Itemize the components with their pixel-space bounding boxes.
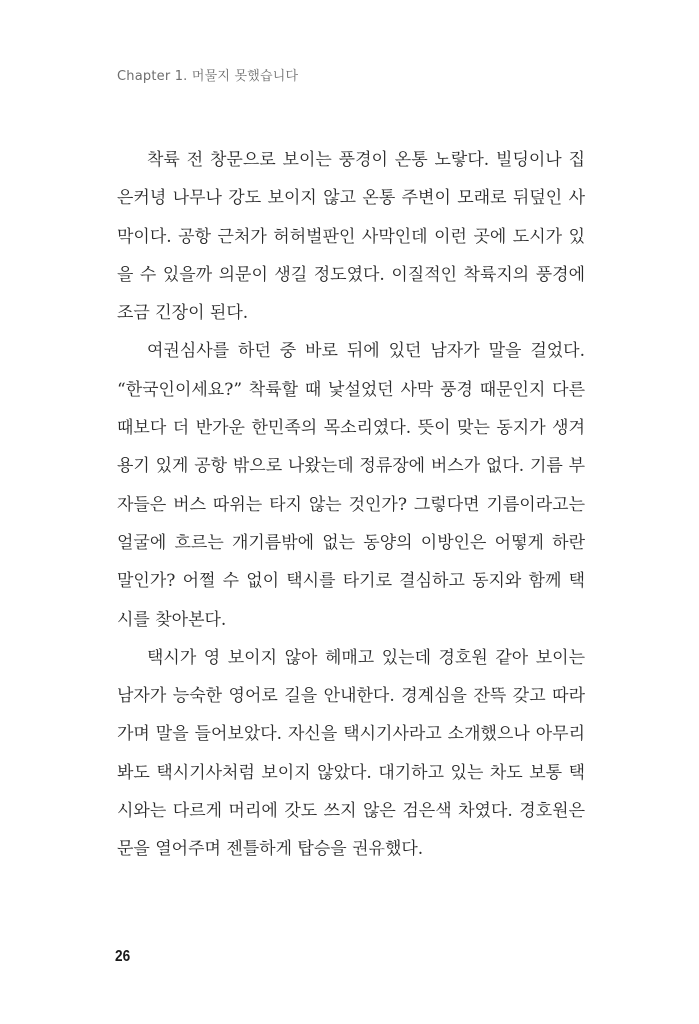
text-line: 시와는 다르게 머리에 갓도 쓰지 않은 검은색 차였다. 경호원은 — [117, 801, 585, 822]
paragraph-3 — [117, 644, 585, 874]
page-number: 26 — [115, 948, 131, 965]
text-line: 은커녕 나무나 강도 보이지 않고 온통 주변이 모래로 뒤덮인 사 — [117, 188, 585, 209]
text-line: 문을 열어주며 젠틀하게 탑승을 권유했다. — [117, 839, 424, 860]
text-line: 말인가? 어쩔 수 없이 택시를 타기로 결심하고 동지와 함께 택 — [117, 571, 585, 592]
text-line: “한국인이세요?” 착륙할 때 낯설었던 사막 풍경 때문인지 다른 — [117, 379, 585, 400]
text-line: 택시가 영 보이지 않아 헤매고 있는데 경호원 같아 보이는 — [147, 647, 585, 668]
text-line: 가며 말을 들어보았다. 자신을 택시기사라고 소개했으나 아무리 — [117, 724, 585, 745]
text-line: 용기 있게 공항 밖으로 나왔는데 정류장에 버스가 없다. 기름 부 — [117, 456, 585, 477]
text-line: 봐도 택시기사처럼 보이지 않았다. 대기하고 있는 차도 보통 택 — [117, 762, 585, 783]
text-line: 착륙 전 창문으로 보이는 풍경이 온통 노랗다. 빌딩이나 집 — [147, 150, 585, 170]
text-line: 자들은 버스 따위는 타지 않는 것인가? 그렇다면 기름이라고는 — [117, 494, 585, 515]
paragraph-2 — [117, 337, 585, 643]
paragraph-1 — [117, 146, 585, 337]
text-line: 을 수 있을까 의문이 생길 정도였다. 이질적인 착륙지의 풍경에 — [117, 264, 585, 285]
text-line: 막이다. 공항 근처가 허허벌판인 사막인데 이런 곳에 도시가 있 — [117, 226, 585, 247]
text-line: 얼굴에 흐르는 개기름밖에 없는 동양의 이방인은 어떻게 하란 — [117, 532, 585, 553]
body-text — [117, 146, 585, 874]
text-line: 남자가 능숙한 영어로 길을 안내한다. 경계심을 잔뜩 갖고 따라 — [117, 686, 585, 707]
text-line: 때보다 더 반가운 한민족의 목소리였다. 뜻이 맞는 동지가 생겨 — [117, 418, 585, 439]
text-line: 시를 찾아본다. — [117, 609, 227, 630]
text-line: 여권심사를 하던 중 바로 뒤에 있던 남자가 말을 걸었다. — [147, 341, 585, 362]
running-header: Chapter 1. 머물지 못했습니다 — [117, 69, 299, 84]
text-line: 조금 긴장이 된다. — [117, 303, 249, 324]
